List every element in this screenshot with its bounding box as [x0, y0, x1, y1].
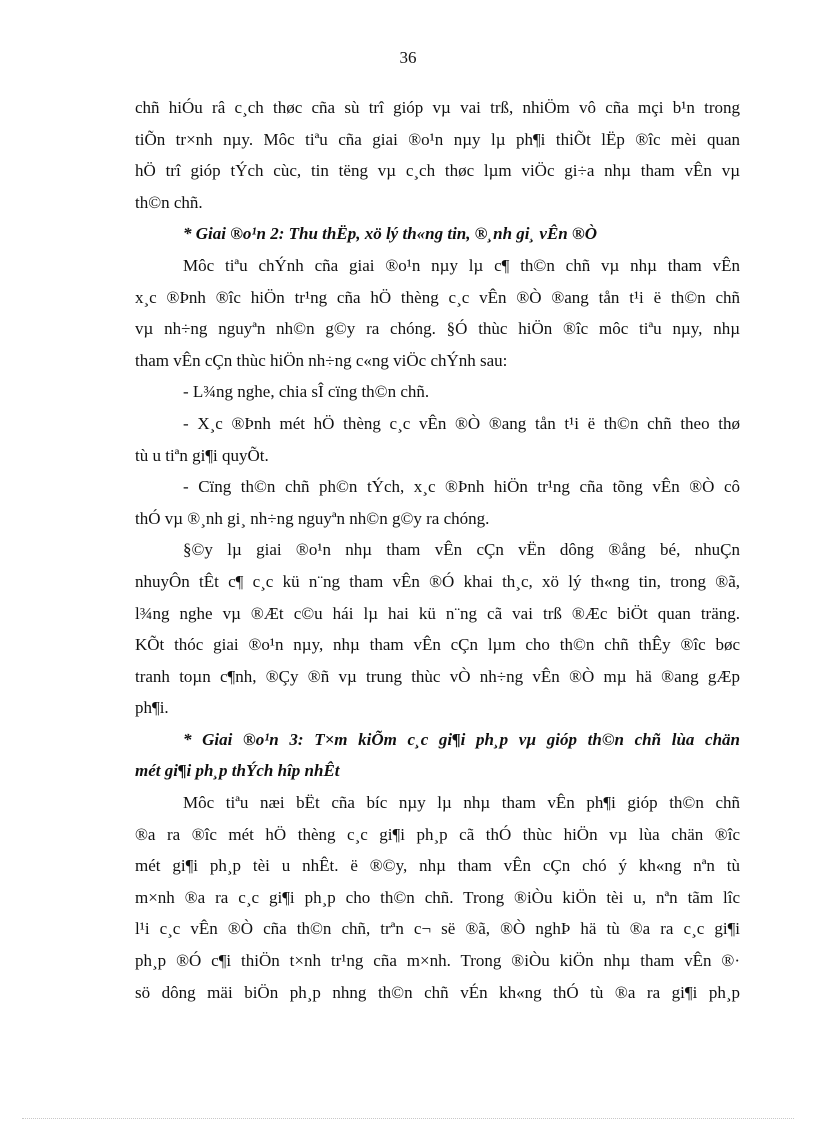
paragraph-line: ph¸p ®Ó c¶i thiÖn t×nh tr¹ng cña m×nh. Trong ®iÒu kiÖn nhµ tham vÊn ®· [135, 951, 740, 971]
paragraph-line: sö dông mäi biÖn ph¸p nhng th©n chñ vÉn kh«ng thÓ tù ®a ra gi¶i ph¸p [135, 982, 740, 1002]
paragraph-line: x¸c ®Þnh ®îc hiÖn tr¹ng cña hÖ thèng c¸c vÊn ®Ò ®ang tån t¹i ë th©n chñ [135, 287, 740, 307]
paragraph-line: m×nh ®a ra c¸c gi¶i ph¸p cho th©n chñ. Trong ®iÒu kiÖn tèi u, nªn tãm lîc [135, 887, 740, 907]
paragraph-line: chñ hiÓu râ c¸ch thøc cña sù trî gióp vµ vai trß, nhiÖm vô cña mçi b¹n trong [135, 98, 740, 117]
section-heading-line: * Giai ®o¹n 2: Thu thËp, xö lý th«ng tin, ®¸nh gi¸ vÊn ®Ò [183, 224, 597, 244]
paragraph-line: Môc tiªu chÝnh cña giai ®o¹n nµy lµ c¶ th©n chñ vµ nhµ tham vÊn [183, 255, 740, 275]
paragraph-line: tù u tiªn gi¶i quyÕt. [135, 445, 269, 465]
page-bottom-rule [22, 1118, 794, 1119]
paragraph-line: l¾ng nghe vµ ®Æt c©u hái lµ hai kü n¨ng cã vai trß ®Æc biÖt quan träng. [135, 603, 740, 623]
page-number: 36 [399, 48, 417, 67]
paragraph-line: mét gi¶i ph¸p tèi u nhÊt. ë ®©y, nhµ tham vÊn cÇn chó ý kh«ng nªn tù [135, 856, 740, 876]
paragraph-line: KÕt thóc giai ®o¹n nµy, nhµ tham vÊn cÇn lµm cho th©n chñ thÊy ®îc bøc [135, 635, 740, 655]
paragraph-line: l¹i c¸c vÊn ®Ò cña th©n chñ, trªn c¬ së ®ã, ®Ò nghÞ hä tù ®a ra c¸c gi¶i [135, 919, 740, 939]
paragraph-line: thÓ vµ ®¸nh gi¸ nh÷ng nguyªn nh©n g©y ra chóng. [135, 508, 490, 528]
paragraph-line: hÖ trî gióp tÝch cùc, tin tëng vµ c¸ch thøc lµm viÖc gi÷a nhµ tham vÊn vµ [135, 161, 740, 181]
paragraph-line: th©n chñ. [135, 192, 203, 212]
paragraph-line: vµ nh÷ng nguyªn nh©n g©y ra chóng. §Ó thùc hiÖn ®îc môc tiªu nµy, nhµ [135, 319, 740, 339]
paragraph-line: §©y lµ giai ®o¹n nhµ tham vÊn cÇn vËn dông ®ång bé, nhuÇn [183, 540, 740, 560]
paragraph-line: tranh toµn c¶nh, ®Çy ®ñ vµ trung thùc vÒ nh÷ng vÊn ®Ò mµ hä ®ang gÆp [135, 666, 740, 686]
paragraph-line: - Cïng th©n chñ ph©n tÝch, x¸c ®Þnh hiÖn tr¹ng cña tõng vÊn ®Ò cô [183, 477, 740, 497]
document-body [135, 92, 740, 1008]
section-heading-line: * Giai ®o¹n 3: T×m kiÕm c¸c gi¶i ph¸p vµ gióp th©n chñ lùa chän [183, 729, 740, 749]
paragraph-line: tiÕn tr×nh nµy. Môc tiªu cña giai ®o¹n nµy lµ ph¶i thiÕt lËp ®îc mèi quan [135, 129, 740, 149]
paragraph-line: tham vÊn cÇn thùc hiÖn nh÷ng c«ng viÖc chÝnh sau: [135, 350, 508, 370]
paragraph-line: - L¾ng nghe, chia sÎ cïng th©n chñ. [183, 382, 430, 402]
paragraph-line: Môc tiªu næi bËt cña bíc nµy lµ nhµ tham vÊn ph¶i gióp th©n chñ [183, 793, 740, 813]
paragraph-line: ®a ra ®îc mét hÖ thèng c¸c gi¶i ph¸p cã thÓ thùc hiÖn vµ lùa chän ®îc [135, 824, 740, 844]
paragraph-line: ph¶i. [135, 698, 169, 718]
paragraph-line: nhuyÔn tÊt c¶ c¸c kü n¨ng tham vÊn ®Ó khai th¸c, xö lý th«ng tin, trong ®ã, [135, 571, 740, 591]
paragraph-line: - X¸c ®Þnh mét hÖ thèng c¸c vÊn ®Ò ®ang tån t¹i ë th©n chñ theo thø [183, 413, 740, 433]
section-heading-line: mét gi¶i ph¸p thÝch hîp nhÊt [135, 761, 340, 781]
